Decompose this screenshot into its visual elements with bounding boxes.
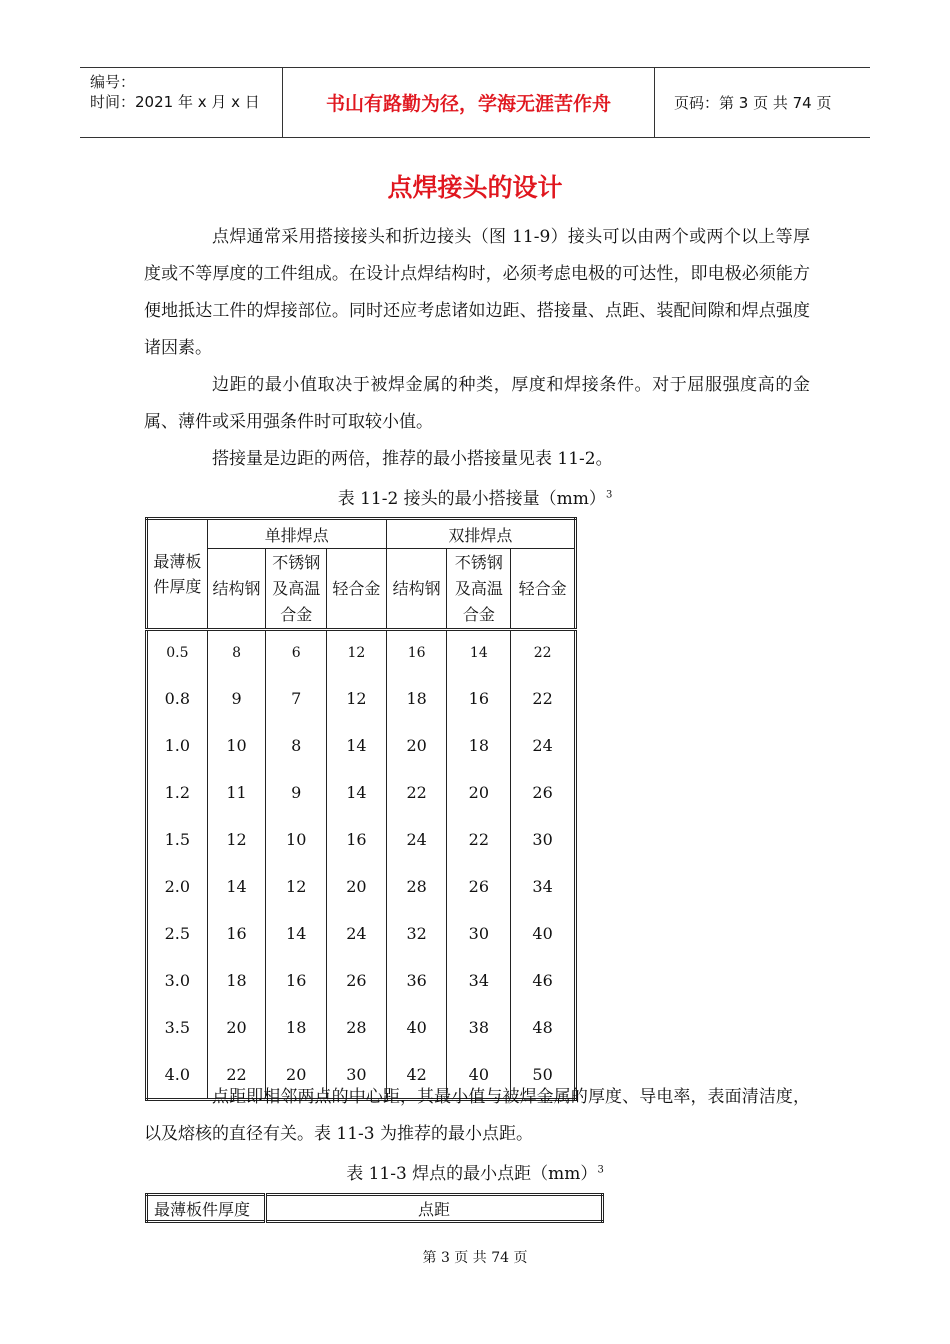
cell: 22	[511, 630, 576, 676]
page-label-text: 页码：第 3 页 共 74 页	[674, 94, 832, 112]
cell: 40	[447, 1051, 511, 1100]
min-spacing-table	[145, 1193, 604, 1223]
col-header	[266, 549, 327, 630]
min-overlap-table	[145, 517, 577, 1101]
table-row	[147, 1004, 576, 1051]
cell: 34	[447, 957, 511, 1004]
page-footer: 第 3 页 共 74 页	[422, 1250, 528, 1266]
cell: 18	[266, 1004, 327, 1051]
cell: 16	[266, 957, 327, 1004]
cell: 1.0	[147, 722, 208, 769]
cell: 42	[386, 1051, 447, 1100]
cell: 0.5	[147, 630, 208, 676]
table-row	[147, 957, 576, 1004]
table-row	[147, 863, 576, 910]
col-header: 轻合金	[511, 549, 576, 630]
cell: 30	[447, 910, 511, 957]
table-header-row	[147, 1195, 603, 1222]
cell: 12	[266, 863, 327, 910]
doc-number-label: 编号：	[90, 73, 136, 91]
cell: 30	[511, 816, 576, 863]
table1-caption	[0, 484, 950, 509]
cell: 6	[266, 630, 327, 676]
corner-header-text: 最薄板件厚度	[153, 552, 202, 596]
table-row	[147, 630, 576, 676]
cell: 26	[511, 769, 576, 816]
cell: 2.0	[147, 863, 208, 910]
cell: 14	[327, 722, 387, 769]
cell: 8	[207, 630, 266, 676]
cell: 20	[207, 1004, 266, 1051]
col-header: 结构钢	[207, 549, 266, 630]
cell: 36	[386, 957, 447, 1004]
cell: 1.2	[147, 769, 208, 816]
cell: 20	[327, 863, 387, 910]
cell: 16	[447, 675, 511, 722]
paragraph-3: 搭接量是边距的两倍，推荐的最小搭接量见表 11-2。	[212, 449, 613, 469]
table2-caption	[0, 1159, 950, 1184]
cell: 26	[327, 957, 387, 1004]
cell: 34	[511, 863, 576, 910]
cell: 16	[327, 816, 387, 863]
cell: 16	[207, 910, 266, 957]
cell: 46	[511, 957, 576, 1004]
cell: 22	[207, 1051, 266, 1100]
cell: 18	[386, 675, 447, 722]
cell: 10	[207, 722, 266, 769]
cell: 20	[266, 1051, 327, 1100]
cell: 22	[511, 675, 576, 722]
cell: 26	[447, 863, 511, 910]
col-header: 结构钢	[386, 549, 447, 630]
cell: 22	[447, 816, 511, 863]
table1-caption-sup: 3	[605, 489, 613, 501]
cell: 24	[511, 722, 576, 769]
cell: 40	[511, 910, 576, 957]
cell: 22	[386, 769, 447, 816]
cell: 20	[447, 769, 511, 816]
col-header-text: 不锈钢及高温合金	[454, 552, 503, 624]
table-row	[147, 910, 576, 957]
cell: 20	[386, 722, 447, 769]
cell: 12	[327, 675, 387, 722]
table-row	[147, 816, 576, 863]
cell: 7	[266, 675, 327, 722]
cell: 14	[266, 910, 327, 957]
table-row	[147, 675, 576, 722]
cell: 24	[327, 910, 387, 957]
cell: 32	[386, 910, 447, 957]
table1-caption-text: 表 11-2 接头的最小搭接量（mm）	[337, 489, 606, 509]
cell: 10	[266, 816, 327, 863]
cell: 0.8	[147, 675, 208, 722]
cell: 40	[386, 1004, 447, 1051]
group-header-single: 单排焊点	[207, 519, 386, 549]
paragraph-2: 边距的最小值取决于被焊金属的种类，厚度和焊接条件。对于屈服强度高的金属、薄件或采用强条件时可取较小值。	[144, 375, 810, 432]
col-header-text: 不锈钢及高温合金	[272, 552, 321, 624]
header-page-label	[664, 68, 870, 137]
cell: 3.5	[147, 1004, 208, 1051]
table-row	[147, 769, 576, 816]
col-header-spacing: 点距	[417, 1199, 450, 1219]
cell: 12	[327, 630, 387, 676]
page-title: 点焊接头的设计	[387, 173, 563, 202]
cell: 24	[386, 816, 447, 863]
table2-caption-sup: 3	[597, 1164, 604, 1176]
paragraph-1: 点焊通常采用搭接接头和折边接头（图 11-9）接头可以由两个或两个以上等厚度或不等厚度的工件组成。在设计点焊结构时，必须考虑电极的可达性，即电极必须能方便地抵达工件的焊接部位。同时还应考虑诸如边距、搭接量、点距、装配间隙和焊点强度诸因素。	[144, 227, 810, 358]
table2-caption-text: 表 11-3 焊点的最小点距（mm）	[346, 1164, 598, 1184]
cell: 16	[386, 630, 447, 676]
cell: 18	[447, 722, 511, 769]
page-header	[80, 67, 870, 138]
cell: 1.5	[147, 816, 208, 863]
cell: 4.0	[147, 1051, 208, 1100]
cell: 28	[327, 1004, 387, 1051]
col-header: 轻合金	[327, 549, 387, 630]
cell: 28	[386, 863, 447, 910]
col-header-thickness: 最薄板件厚度	[147, 1195, 266, 1222]
cell: 11	[207, 769, 266, 816]
corner-header	[147, 519, 208, 630]
cell: 2.5	[147, 910, 208, 957]
doc-date-label: 时间：2021 年 x 月 x 日	[90, 93, 260, 111]
cell: 30	[327, 1051, 387, 1100]
cell: 9	[207, 675, 266, 722]
cell: 12	[207, 816, 266, 863]
cell: 9	[266, 769, 327, 816]
cell: 14	[207, 863, 266, 910]
cell: 8	[266, 722, 327, 769]
paragraph-4: 点距即相邻两点的中心距，其最小值与被焊金属的厚度、导电率，表面清洁度，以及熔核的直径有关。表 11-3 为推荐的最小点距。	[144, 1087, 810, 1144]
group-header-double: 双排焊点	[386, 519, 575, 549]
cell: 50	[511, 1051, 576, 1100]
cell: 14	[327, 769, 387, 816]
cell: 3.0	[147, 957, 208, 1004]
cell: 18	[207, 957, 266, 1004]
table-row	[147, 722, 576, 769]
col-header	[447, 549, 511, 630]
header-motto: 书山有路勤为径，学海无涯苦作舟	[283, 68, 655, 137]
cell: 38	[447, 1004, 511, 1051]
cell: 14	[447, 630, 511, 676]
header-meta	[80, 68, 283, 137]
cell: 48	[511, 1004, 576, 1051]
